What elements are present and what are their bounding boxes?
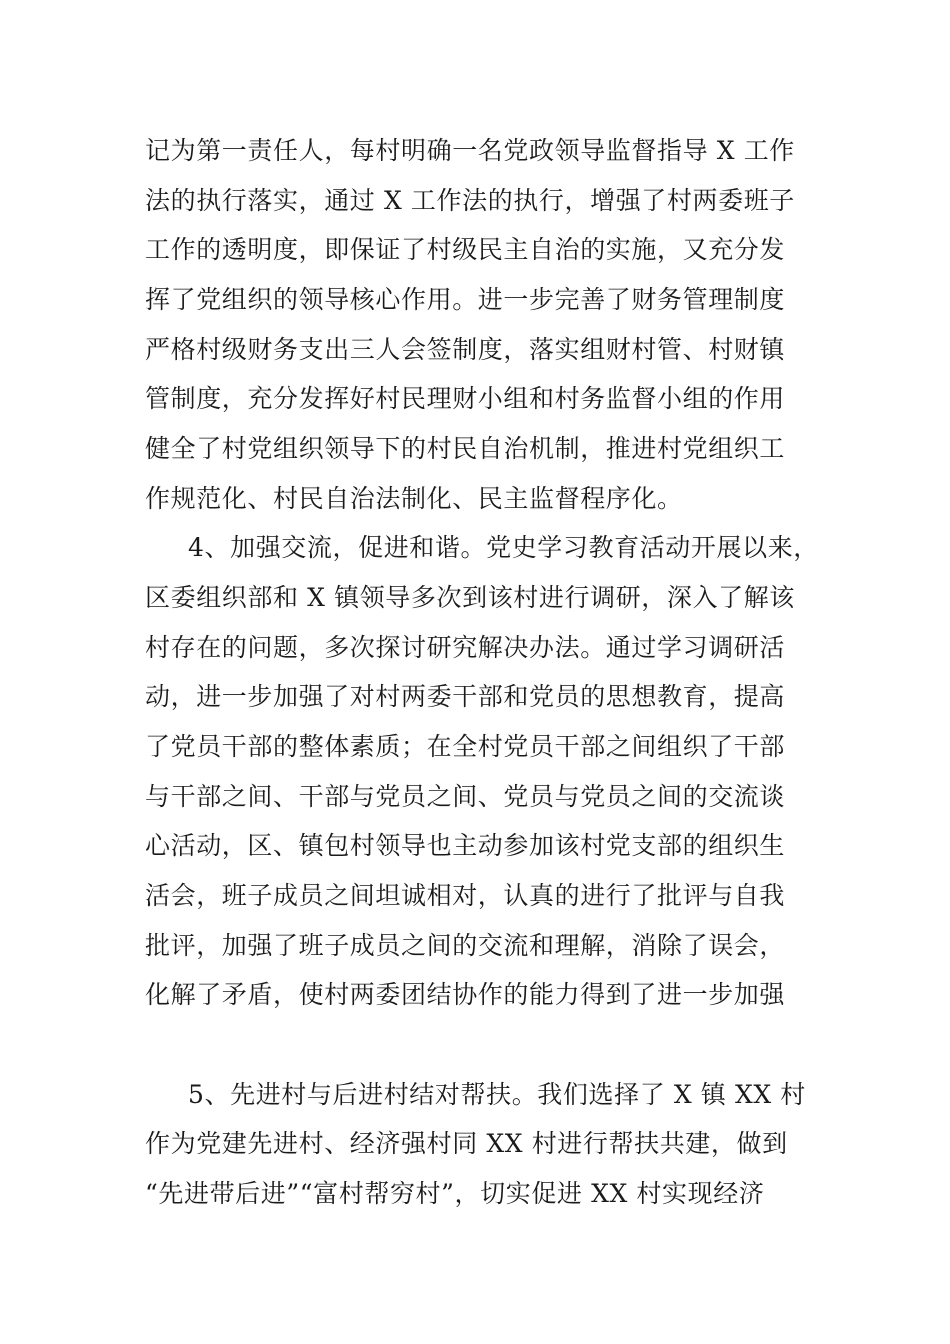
text-line: 与干部之间、干部与党员之间、党员与党员之间的交流谈 (145, 782, 786, 811)
text-line: 作为党建先进村、经济强村同 XX 村进行帮扶共建，做到 (145, 1129, 788, 1158)
text-line: 动，进一步加强了对村两委干部和党员的思想教育，提高 (145, 682, 786, 711)
text-line: 了党员干部的整体素质；在全村党员干部之间组织了干部 (145, 732, 786, 761)
text-line: 健全了村党组织领导下的村民自治机制，推进村党组织工 (145, 434, 786, 463)
text-line: 工作的透明度，即保证了村级民主自治的实施，又充分发 (145, 235, 786, 264)
text-line: 批评，加强了班子成员之间的交流和理解，消除了误会， (145, 931, 786, 960)
text-line: 挥了党组织的领导核心作用。进一步完善了财务管理制度 (145, 285, 786, 314)
text-line: 活会，班子成员之间坦诚相对，认真的进行了批评与自我 (145, 881, 786, 910)
text-line: 化解了矛盾，使村两委团结协作的能力得到了进一步加强 (145, 980, 786, 1009)
text-line: 记为第一责任人，每村明确一名党政领导监督指导 X 工作 (145, 136, 795, 165)
text-line: 区委组织部和 X 镇领导多次到该村进行调研，深入了解该 (145, 583, 795, 612)
paragraph-5-first-line: 5、先进村与后进村结对帮扶。我们选择了 X 镇 XX 村 (188, 1080, 806, 1109)
text-line: 严格村级财务支出三人会签制度，落实组财村管、村财镇 (145, 335, 786, 364)
text-line: 管制度，充分发挥好村民理财小组和村务监督小组的作用 (145, 384, 786, 413)
text-line: “先进带后进”“富村帮穷村”，切实促进 XX 村实现经济 (145, 1179, 765, 1208)
text-line: 村存在的问题，多次探讨研究解决办法。通过学习调研活 (145, 633, 786, 662)
paragraph-4-first-line: 4、加强交流，促进和谐。党史学习教育活动开展以来， (188, 533, 819, 562)
text-line: 法的执行落实，通过 X 工作法的执行，增强了村两委班子 (145, 186, 795, 215)
text-line: 作规范化、村民自治法制化、民主监督程序化。 (145, 484, 683, 513)
text-line: 心活动，区、镇包村领导也主动参加该村党支部的组织生 (145, 831, 786, 860)
